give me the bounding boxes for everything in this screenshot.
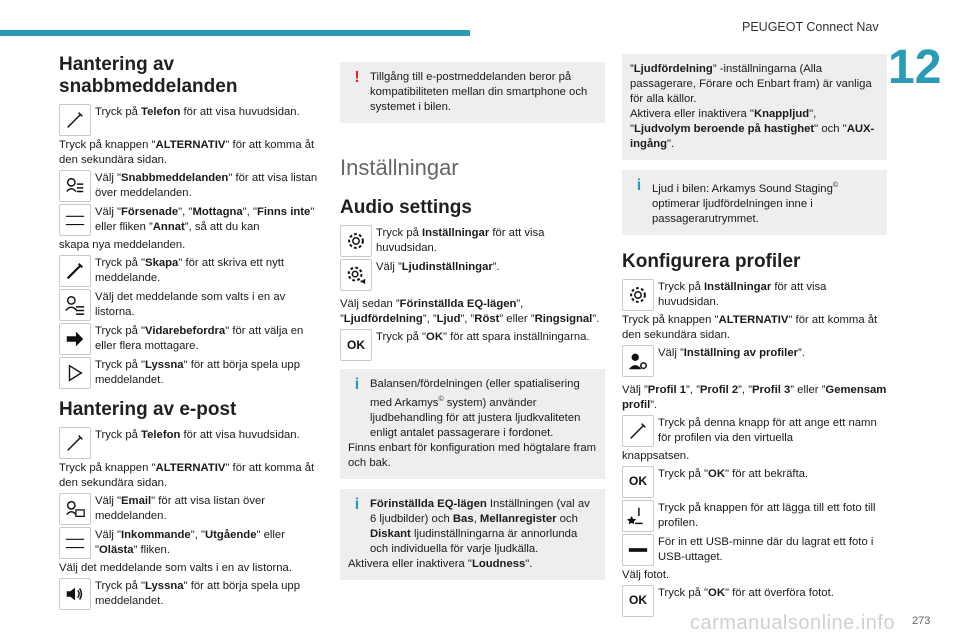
column-1: Hantering av snabbmeddelanden Tryck på Telefon för att visa huvudsidan. Tryck på knappen "ALTERNATIV" för att komma åt den sekundära sidan. Välj "Snabbmeddelanden" för att visa listan över meddelanden. Välj "Försenade", "Mottagna", "Finns inte" eller fliken ”Annat”, så att du kan skapa nya meddelanden. Tryck på "Skapa" för att skriva ett nytt meddelande. Välj det meddelande som valts i en av listorna. Tryck på "Vidarebefordra" för att välja en eller flera mottagare. Tryck på "Lyssna" för att börja spela upp meddelandet. Hantering av e-post Tryck på Telefon för att visa huvudsidan. Tryck på knappen "ALTERNATIV" för att komma åt den sekundära sidan. Välj "Email" för att visa listan över meddelanden. Välj "Inkommande", "Utgående" eller "Olästa” fliken. Välj det meddelande som valts i en av listorna. Tryck på "Lyssna" för att börja spela upp meddelandet. (59, 54, 321, 612)
note-ljudfordelning: ”Ljudfördelning” -inställningarna (Alla passagerare, Förare och Enbart fram) är vanliga för alla källor. Aktivera eller inaktivera "Knappljud", "Ljudvolym beroende på hastighet" och "AUX-ingång". (622, 54, 887, 160)
header-accent-bar (0, 30, 470, 36)
watermark: carmanualsonline.info (690, 612, 896, 634)
info-icon: i (354, 376, 360, 393)
pencil-icon (622, 415, 654, 447)
ok-button-icon: OK (340, 329, 372, 361)
ok-button-icon: OK (622, 585, 654, 617)
info-note-eq: i Förinställda EQ-lägen Inställningen (val av 6 ljudbilder) och Bas, Mellanregister och Diskant ljudinställningarna är annorlunda och individuella för varje ljudkälla. Aktivera eller inaktivera "Loudness". (340, 489, 605, 580)
step-text: Tryck på Telefon för att visa huvudsidan. (95, 106, 300, 118)
info-icon: i (354, 495, 360, 513)
page-number: 273 (912, 615, 931, 627)
step-inkommande: Välj "Inkommande", "Utgående" eller "Olästa” fliken. (59, 527, 321, 559)
usb-slot-icon (622, 534, 654, 566)
step-lyssna-2: Tryck på "Lyssna" för att börja spela upp meddelandet. (59, 578, 321, 610)
tabs-icon (59, 204, 91, 236)
step-ok-overfora: OK Tryck på "OK" för att överföra fotot. (622, 585, 887, 617)
heading-snabbmeddelanden: Hantering av snabbmeddelanden (59, 54, 238, 97)
gear-icon (622, 279, 654, 311)
tabs-icon (59, 527, 91, 559)
step-installningar: Tryck på Inställningar för att visa huvudsidan. (340, 225, 605, 257)
step-email: Välj "Email" för att visa listan över meddelanden. (59, 493, 321, 525)
chapter-number: 12 (888, 41, 942, 94)
step-ok-bekrafta: OK Tryck på "OK" för att bekräfta. (622, 466, 887, 498)
header-title: PEUGEOT Connect Nav (742, 20, 879, 34)
step-skapa: Tryck på "Skapa" för att skriva ett nytt meddelande. (59, 255, 321, 287)
column-2: ! Tillgång till e-postmeddelanden beror på kompatibiliteten mellan din smartphone och systemet i bilen. Inställningar Audio settings Tryck på Inställningar för att visa huvudsidan. Välj ”Ljudinställningar”. Välj sedan ”Förinställda EQ-lägen”, ”Ljudfördelning”, ”Ljud”, ”Röst” eller ”Ringsignal”. OK Tryck på "OK" för att spara inställningarna. i Balansen/fördelningen (eller spatialisering med Arkamys© system) använder ljudbehandling för att justera ljudkvaliteten enligt antalet passagerare i fordonet. Finns enbart för konfiguration med högtalare fram och bak. i Förinställda EQ-lägen Inställningen (val av 6 ljudbilder) och Bas, Mellanregister och Diskant ljudinställningarna är annorlunda och individuella för varje ljudkälla. Aktivera eller inaktivera "Loudness". (340, 54, 605, 590)
step-profilnamn: Tryck på denna knapp för att ange ett namn för profilen via den virtuella (622, 415, 887, 447)
info-note-balance: i Balansen/fördelningen (eller spatialisering med Arkamys© system) använder ljudbehandling för att justera ljudkvaliteten enligt antalet passagerare i fordonet. Finns enbart för konfiguration med högtalare fram och bak. (340, 369, 605, 479)
step-profiler: Välj ”Inställning av profiler”. (622, 345, 887, 377)
step-installningar-2: Tryck på Inställningar för att visa huvudsidan. (622, 279, 887, 311)
warning-note: ! Tillgång till e-postmeddelanden beror på kompatibiliteten mellan din smartphone och systemet i bilen. (340, 62, 605, 123)
heading-audio-settings: Audio settings (340, 197, 472, 218)
paragraph: Tryck på knappen "ALTERNATIV" för att komma åt den sekundära sidan. (59, 139, 315, 166)
info-note-arkamys: i Ljud i bilen: Arkamys Sound Staging© optimerar ljudfördelningen inne i passagerarutrymmet. (622, 170, 887, 235)
gear-audio-icon (340, 259, 372, 291)
email-list-icon (59, 493, 91, 525)
step-forsenade: Välj "Försenade", "Mottagna", "Finns inte" eller fliken ”Annat”, så att du kan (59, 204, 321, 236)
warning-icon: ! (354, 69, 360, 86)
step-lyssna: Tryck på "Lyssna" för att börja spela upp meddelandet. (59, 357, 321, 389)
forward-icon (59, 323, 91, 355)
step-valj-meddelande: Välj det meddelande som valts i en av listorna. (59, 289, 321, 321)
profile-settings-icon (622, 345, 654, 377)
step-snabbmeddelanden: Välj "Snabbmeddelanden" för att visa listan över meddelanden. (59, 170, 321, 202)
step-usb: För in ett USB-minne där du lagrat ett foto i USB-uttaget. (622, 534, 887, 566)
pencil-icon (59, 255, 91, 287)
play-icon (59, 357, 91, 389)
info-icon: i (636, 177, 642, 194)
step-vidarebefordra: Tryck på "Vidarebefordra" för att välja en eller flera mottagare. (59, 323, 321, 355)
message-list-icon (59, 170, 91, 202)
heading-epost: Hantering av e-post (59, 399, 237, 420)
ok-button-icon: OK (622, 466, 654, 498)
gear-icon (340, 225, 372, 257)
step-foto: Tryck på knappen för att lägga till ett foto till profilen. (622, 500, 887, 532)
pencil-icon (59, 104, 91, 136)
speaker-icon (59, 578, 91, 610)
section-title: Inställningar (340, 155, 459, 180)
contact-list-icon (59, 289, 91, 321)
column-3: ”Ljudfördelning” -inställningarna (Alla passagerare, Förare och Enbart fram) är vanliga för alla källor. Aktivera eller inaktivera "Knappljud", "Ljudvolym beroende på hastighet" och "AUX-ingång". i Ljud i bilen: Arkamys Sound Staging© optimerar ljudfördelningen inne i passagerarutrymmet. Konfigurera profiler Tryck på Inställningar för att visa huvudsidan. Tryck på knappen "ALTERNATIV" för att komma åt den sekundära sidan. Välj ”Inställning av profiler”. Välj ”Profil 1”, ”Profil 2”, ”Profil 3” eller ”Gemensam profil”. Tryck på denna knapp för att ange ett namn för profilen via den virtuella knappsatsen. OK Tryck på "OK" för att bekräfta. Tryck på knappen för att lägga till ett foto till profilen. För in ett USB-minne där du lagrat ett foto i USB-uttaget. Välj fotot. OK Tryck på "OK" för att överföra fotot. (622, 54, 887, 619)
heading-konfigurera-profiler: Konfigurera profiler (622, 250, 801, 272)
pencil-icon (59, 427, 91, 459)
step-telefon (59, 104, 321, 136)
step-ljudinstallningar: Välj ”Ljudinställningar”. (340, 259, 605, 291)
add-photo-icon (622, 500, 654, 532)
step-ok: OK Tryck på "OK" för att spara inställningarna. (340, 329, 605, 361)
step-telefon-2: Tryck på Telefon för att visa huvudsidan. (59, 427, 321, 459)
